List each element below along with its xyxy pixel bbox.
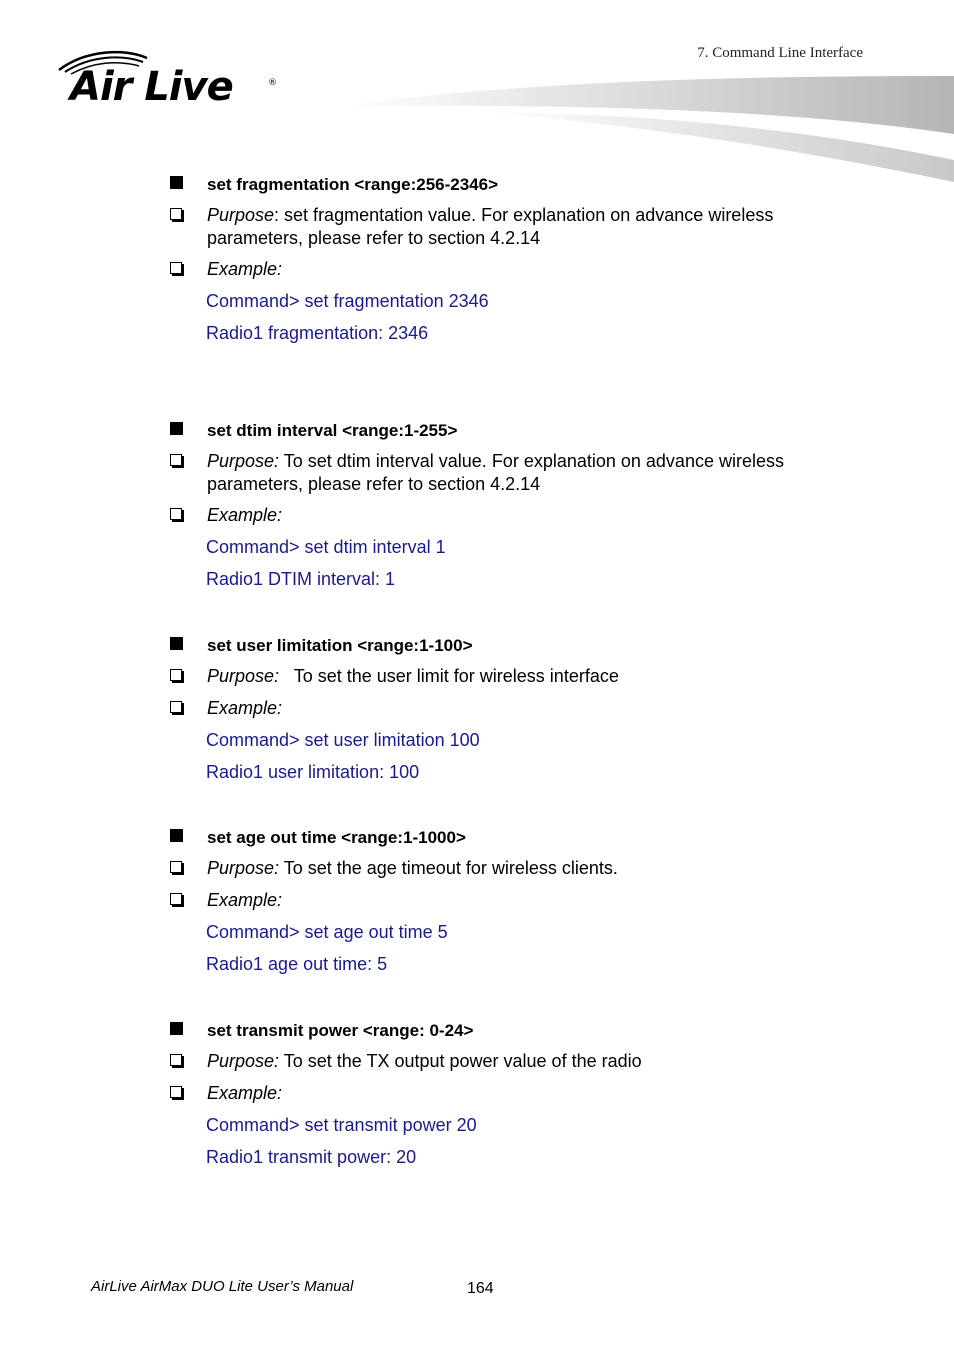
example-item: [168, 258, 868, 281]
example-item: [168, 1082, 868, 1105]
heading-range: <range: 0-24>: [362, 1021, 474, 1040]
heading-command: set dtim interval: [207, 421, 343, 440]
manual-title: AirLive AirMax DUO Lite User’s Manual: [91, 1278, 354, 1295]
example-result: Radio1 fragmentation: 2346: [206, 323, 429, 343]
example-result: Radio1 DTIM interval: 1: [206, 569, 396, 589]
purpose-item: [168, 1050, 868, 1073]
checkbox-bullet-icon: [170, 1054, 182, 1066]
purpose-item: [168, 665, 868, 688]
section-heading: [168, 419, 868, 442]
section-heading: [168, 1019, 868, 1042]
example-label: Example:: [207, 259, 283, 279]
section-set-transmit-power: [168, 1019, 868, 1169]
heading-range: <range:1-255>: [342, 421, 458, 440]
heading-command: set user limitation: [207, 636, 358, 655]
example-result: Radio1 age out time: 5: [206, 954, 388, 974]
section-set-dtim-interval: [168, 419, 868, 591]
section-set-age-out-time: [168, 826, 868, 976]
heading-range: <range:1-100>: [357, 636, 473, 655]
page-number: 164: [467, 1280, 494, 1297]
filled-square-bullet-icon: [170, 176, 183, 189]
purpose-label: Purpose:: [207, 1051, 280, 1071]
filled-square-bullet-icon: [170, 422, 183, 435]
header-swoosh-graphic: [330, 70, 954, 190]
example-command: Command> set user limitation 100: [206, 730, 480, 750]
heading-command: set fragmentation: [207, 175, 355, 194]
section-heading: [168, 173, 868, 196]
purpose-label: Purpose:: [207, 858, 280, 878]
purpose-label: Purpose:: [207, 451, 280, 471]
section-set-user-limitation: [168, 634, 868, 784]
example-label: Example:: [207, 698, 283, 718]
example-label: Example:: [207, 1083, 283, 1103]
purpose-item: [168, 204, 868, 250]
purpose-text: To set the TX output power value of the radio: [279, 1051, 642, 1071]
chapter-title: 7. Command Line Interface: [697, 45, 863, 61]
heading-range: <range:1-1000>: [341, 828, 466, 847]
purpose-text: To set dtim interval value. For explanation on advance wireless parameters, please refer to section 4.2.14: [207, 451, 784, 494]
example-item: [168, 697, 868, 720]
section-heading: [168, 826, 868, 849]
checkbox-bullet-icon: [170, 861, 182, 873]
example-item: [168, 504, 868, 527]
example-result: Radio1 transmit power: 20: [206, 1147, 417, 1167]
checkbox-bullet-icon: [170, 262, 182, 274]
logo-registered-mark: ®: [268, 78, 277, 88]
example-label: Example:: [207, 890, 283, 910]
example-command: Command> set dtim interval 1: [206, 537, 446, 557]
logo-text: Air Live: [70, 64, 233, 110]
section-set-fragmentation: [168, 173, 868, 345]
example-item: [168, 889, 868, 912]
checkbox-bullet-icon: [170, 893, 182, 905]
purpose-text: : set fragmentation value. For explanation on advance wireless parameters, please refer to section 4.2.14: [207, 205, 774, 248]
checkbox-bullet-icon: [170, 208, 182, 220]
checkbox-bullet-icon: [170, 454, 182, 466]
section-heading: [168, 634, 868, 657]
checkbox-bullet-icon: [170, 701, 182, 713]
example-result: Radio1 user limitation: 100: [206, 762, 420, 782]
checkbox-bullet-icon: [170, 1086, 182, 1098]
filled-square-bullet-icon: [170, 637, 183, 650]
purpose-label: Purpose:: [207, 666, 280, 686]
example-command: Command> set fragmentation 2346: [206, 291, 489, 311]
filled-square-bullet-icon: [170, 829, 183, 842]
heading-command: set age out time: [207, 828, 342, 847]
purpose-text: To set the user limit for wireless interface: [279, 666, 619, 686]
example-label: Example:: [207, 505, 283, 525]
heading-range: <range:256-2346>: [354, 175, 499, 194]
checkbox-bullet-icon: [170, 669, 182, 681]
example-command: Command> set transmit power 20: [206, 1115, 477, 1135]
purpose-item: [168, 857, 868, 880]
heading-command: set transmit power: [207, 1021, 363, 1040]
purpose-text: To set the age timeout for wireless clients.: [279, 858, 618, 878]
purpose-item: [168, 450, 868, 496]
example-command: Command> set age out time 5: [206, 922, 448, 942]
checkbox-bullet-icon: [170, 508, 182, 520]
purpose-label: Purpose: [207, 205, 275, 225]
filled-square-bullet-icon: [170, 1022, 183, 1035]
